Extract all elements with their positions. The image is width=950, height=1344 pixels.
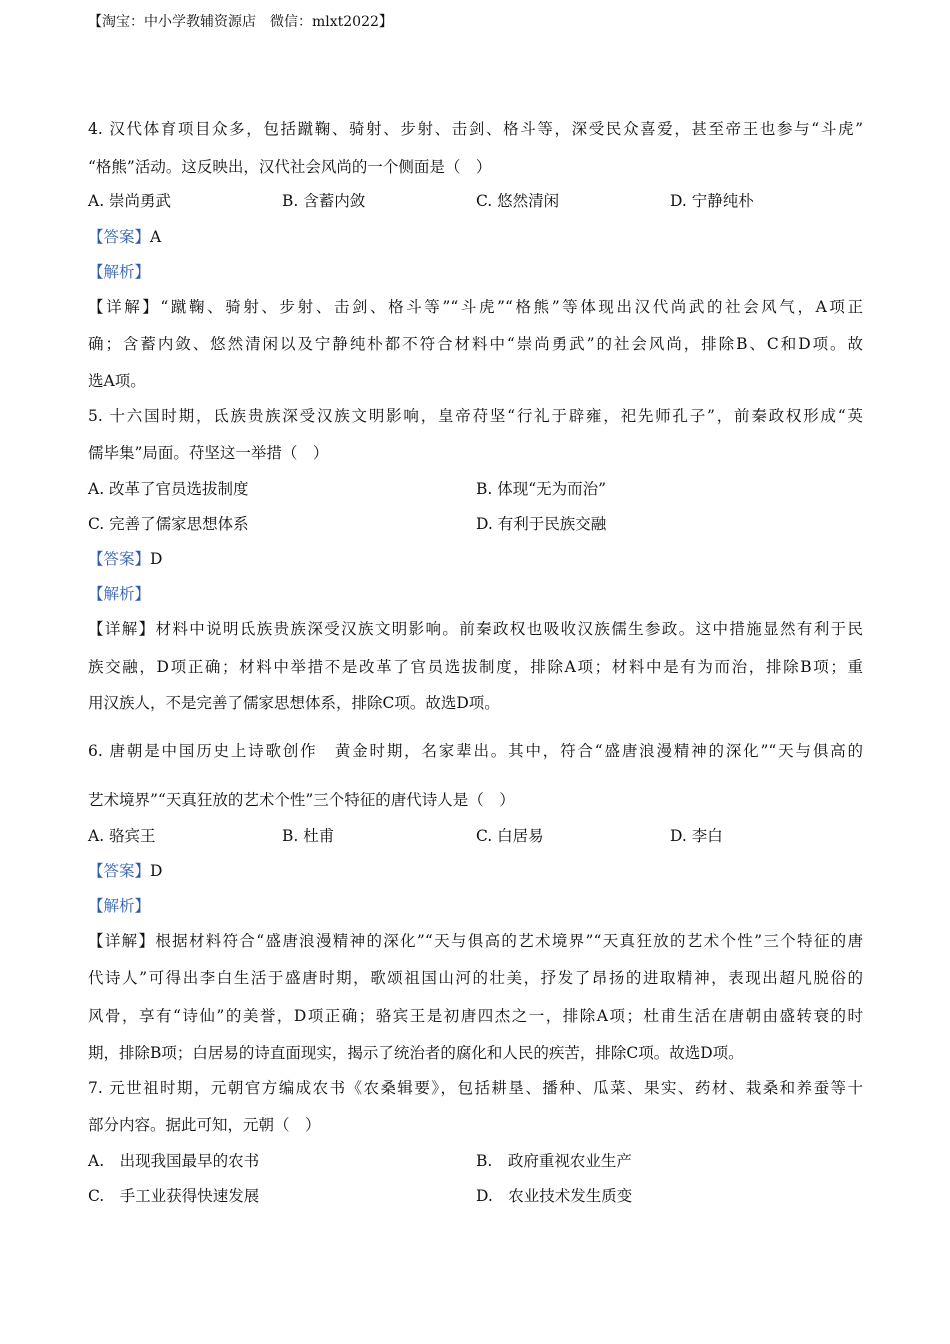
q6-detail-line-3: 风骨，享有“诗仙”的美誉，D项正确；骆宾王是初唐四杰之一，排除A项；杜甫生活在唐朝由盛转衰的时 [88,1007,863,1025]
q7-option-c: C. 手工业获得快速发展 [88,1187,260,1205]
q5-option-c: C. 完善了儒家思想体系 [88,515,249,533]
q7-option-a: A. 出现我国最早的农书 [88,1152,260,1170]
detail-text: “蹴鞠、骑射、步射、击剑、格斗等”“斗虎”“格熊”等体现出汉代尚武的社会风气，A项正 [160,298,863,316]
q4-detail-line-2: 确；含蓄内敛、悠然清闲以及宁静纯朴都不符合材料中“崇尚勇武”的社会风尚，排除B、C和D项。故 [88,335,863,353]
q6-answer [88,860,863,882]
q6-stem-line-2: 艺术境界”“天真狂放的艺术个性”三个特征的唐代诗人是（ ） [88,791,515,809]
q7-stem-line-2: 部分内容。据此可知，元朝（ ） [88,1116,321,1134]
analysis-tag: 【解析】 [88,585,151,603]
detail-tag: 【详解】 [88,932,156,950]
q6-option-c: C. 白居易 [476,827,544,845]
q5-detail-line-3: 用汉族人，不是完善了儒家思想体系，排除C项。故选D项。 [88,694,500,712]
detail-text: 根据材料符合“盛唐浪漫精神的深化”“天与俱高的艺术境界”“天真狂放的艺术个性”三个特征的唐 [155,932,863,950]
answer-value: D [150,550,163,568]
q4-answer [88,226,863,248]
q6-option-b: B. 杜甫 [282,827,335,845]
q4-option-c: C. 悠然清闲 [476,192,560,210]
q6-detail-line-4: 期，排除B项；白居易的诗直面现实，揭示了统治者的腐化和人民的疾苦，排除C项。故选D项。 [88,1044,744,1062]
q4-detail-line-1 [88,296,863,318]
analysis-tag: 【解析】 [88,263,151,281]
q5-detail-line-2: 族交融，D项正确；材料中举措不是改革了官员选拔制度，排除A项；材料中是有为而治，排除B项；重 [88,658,863,676]
detail-text: 材料中说明氐族贵族深受汉族文明影响。前秦政权也吸收汉族儒生参政。这中措施显然有利于民 [155,620,863,638]
q6-detail-line-2: 代诗人”可得出李白生活于盛唐时期，歌颂祖国山河的壮美，抒发了昂扬的进取精神，表现出超凡脱俗的 [88,969,863,987]
q6-stem-line-1: 6. 唐朝是中国历史上诗歌创作 黄金时期，名家辈出。其中，符合“盛唐浪漫精神的深化”“天与俱高的 [88,742,863,760]
analysis-tag: 【解析】 [88,897,151,915]
q5-option-b: B. 体现“无为而治” [476,480,607,498]
q4-option-a: A. 崇尚勇武 [88,192,172,210]
detail-tag: 【详解】 [88,620,156,638]
answer-value: D [150,862,163,880]
page-header-watermark: 【淘宝：中小学教辅资源店 微信：mlxt2022】 [88,14,393,30]
q4-detail-line-3: 选A项。 [88,372,146,390]
q5-analysis-tag [88,583,863,605]
answer-tag: 【答案】 [88,550,151,568]
q5-answer [88,548,863,570]
q4-option-b: B. 含蓄内敛 [282,192,366,210]
answer-value: A [150,228,162,246]
q5-detail-line-1 [88,618,863,640]
answer-tag: 【答案】 [88,228,151,246]
answer-tag: 【答案】 [88,862,151,880]
q5-stem-line-2: 儒毕集”局面。苻坚这一举措（ ） [88,444,329,462]
q6-option-a: A. 骆宾王 [88,827,156,845]
q7-option-d: D. 农业技术发生质变 [476,1187,633,1205]
q4-analysis-tag [88,261,863,283]
q7-stem-line-1: 7. 元世祖时期，元朝官方编成农书《农桑辑要》，包括耕垦、播种、瓜菜、果实、药材、栽桑和养蚕等十 [88,1079,863,1097]
q7-option-b: B. 政府重视农业生产 [476,1152,632,1170]
q6-detail-line-1 [88,930,863,952]
q5-option-a: A. 改革了官员选拔制度 [88,480,249,498]
q5-stem-line-1: 5. 十六国时期，氐族贵族深受汉族文明影响，皇帝苻坚“行礼于辟雍，祀先师孔子”，前秦政权形成“英 [88,407,863,425]
q4-stem-line-1: 4. 汉代体育项目众多，包括蹴鞠、骑射、步射、击剑、格斗等，深受民众喜爱，甚至帝王也参与“斗虎” [88,120,863,138]
q6-analysis-tag [88,895,863,917]
q6-option-d: D. 李白 [670,827,723,845]
detail-tag: 【详解】 [88,298,161,316]
q4-option-d: D. 宁静纯朴 [670,192,754,210]
q5-option-d: D. 有利于民族交融 [476,515,607,533]
q4-stem-line-2: “格熊”活动。这反映出，汉代社会风尚的一个侧面是（ ） [88,158,492,176]
